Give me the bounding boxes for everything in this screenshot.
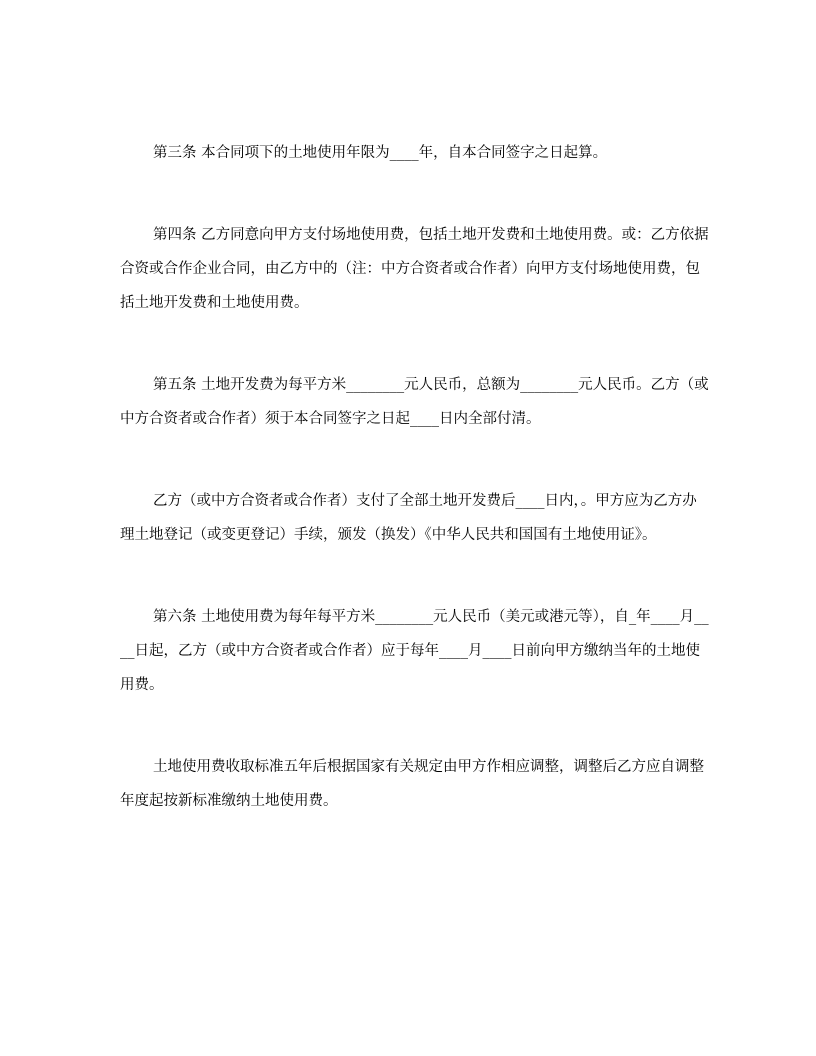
paragraph-article-6: 第六条 土地使用费为每年每平方米________元人民币（美元或港元等），自_年____月____日起，乙方（或中方合资者或合作者）应于每年____月____日前向甲方缴纳当年的土地使用费。 [120,609,709,693]
paragraph-article-5: 第五条 土地开发费为每平方米________元人民币，总额为________元人民币。乙方（或中方合资者或合作者）须于本合同签字之日起____日内全部付清。 [120,377,709,427]
paragraph-article-4: 第四条 乙方同意向甲方支付场地使用费，包括土地开发费和土地使用费。或：乙方依据合资或合作企业合同，由乙方中的（注：中方合资者或合作者）向甲方支付场地使用费，包括土地开发费和土地使用费。 [120,227,709,311]
paragraph-land-registration: 乙方（或中方合资者或合作者）支付了全部土地开发费后____日内，。甲方应为乙方办理土地登记（或变更登记）手续，颁发（换发）《中华人民共和国国有土地使用证》。 [120,493,697,543]
paragraph-fee-adjustment: 土地使用费收取标准五年后根据国家有关规定由甲方作相应调整，调整后乙方应自调整年度起按新标准缴纳土地使用费。 [120,759,704,809]
paragraph-article-3: 第三条 本合同项下的土地使用年限为____年，自本合同签字之日起算。 [153,145,608,161]
document-page [120,136,710,866]
